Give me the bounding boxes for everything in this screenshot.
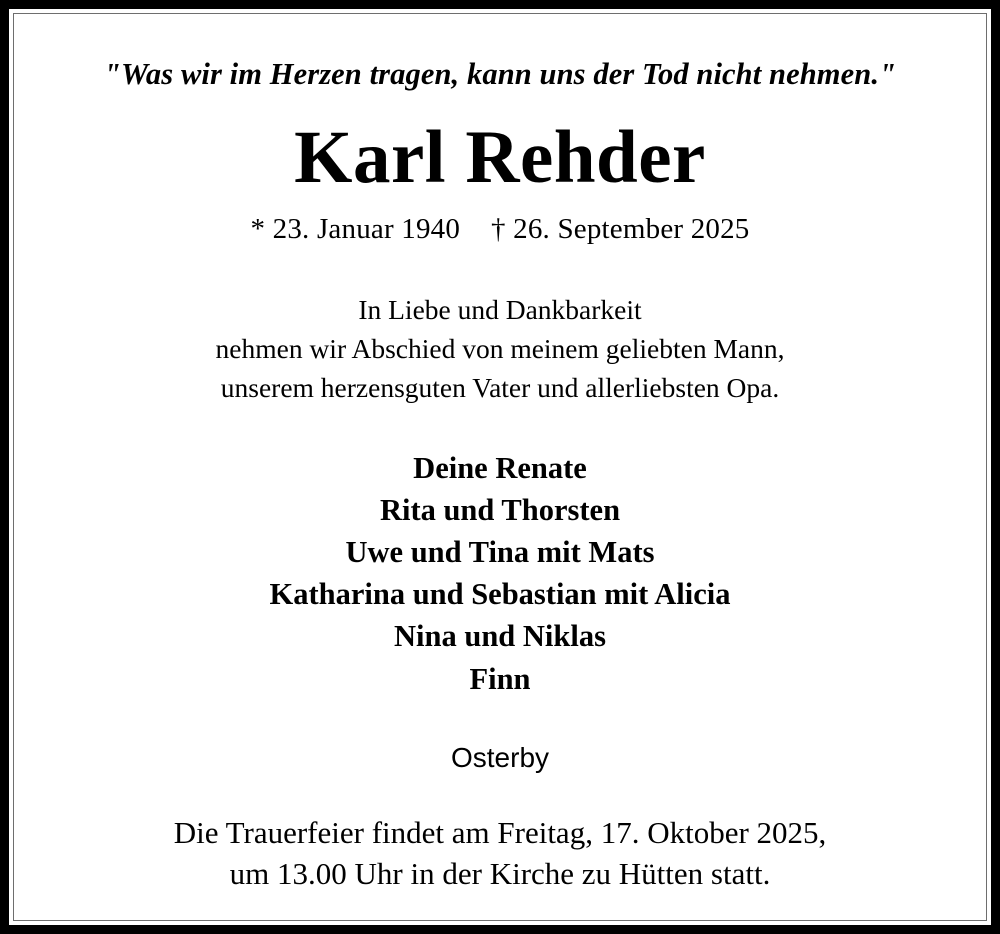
obituary-frame [9, 9, 991, 925]
family-line: Katharina und Sebastian mit Alicia [269, 577, 731, 612]
family-line: Finn [469, 661, 531, 696]
birth-symbol: * [250, 213, 266, 245]
tribute-text [43, 290, 957, 407]
family-line: Nina und Niklas [394, 619, 606, 654]
place-name: Osterby [450, 741, 550, 773]
funeral-service-info [43, 812, 957, 894]
obituary-notice [43, 35, 957, 894]
family-line: Rita und Thorsten [379, 493, 621, 528]
deceased-name: Karl Rehder [294, 116, 706, 199]
tribute-line: unserem herzensguten Vater und allerliebsten Opa. [220, 372, 780, 404]
death-date: 26. September 2025 [513, 213, 750, 245]
family-names [43, 447, 957, 699]
tribute-line: nehmen wir Abschied von meinem geliebten Mann, [215, 333, 785, 365]
birth-date: 23. Januar 1940 [272, 213, 461, 245]
life-dates [43, 213, 957, 246]
epitaph-quote: "Was wir im Herzen tragen, kann uns der Tod nicht nehmen." [103, 57, 897, 91]
service-line: Die Trauerfeier findet am Freitag, 17. Oktober 2025, [173, 814, 827, 850]
service-line: um 13.00 Uhr in der Kirche zu Hütten statt. [229, 855, 771, 891]
family-line: Deine Renate [413, 451, 587, 486]
tribute-line: In Liebe und Dankbarkeit [358, 294, 642, 325]
death-symbol: † [490, 213, 506, 245]
family-line: Uwe und Tina mit Mats [345, 535, 655, 570]
